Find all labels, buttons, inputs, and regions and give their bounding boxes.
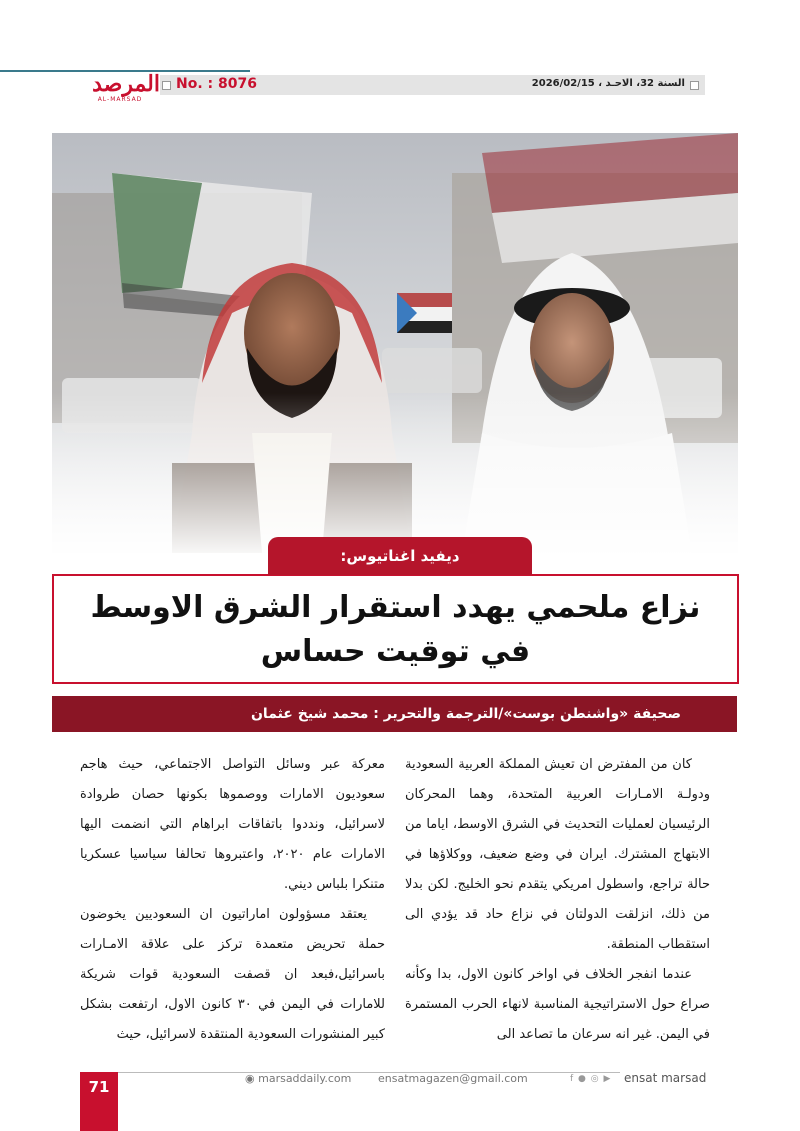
- article-column-right: [405, 750, 710, 1050]
- headline: [54, 576, 737, 674]
- article-column-left: [80, 750, 385, 1050]
- headline-line-2: في توقيت حساس: [260, 634, 531, 669]
- paragraph: معركة عبر وسائل التواصل الاجتماعي، حيث هاجم سعوديون الامارات ووصموها بكونها حصان طروادة لاسرائيل، ونددوا باتفاقات ابراهام التي انضمت اليها الامارات عام ٢٠٢٠، واعتبروها تحالفا سياسيا عسكريا متنكرا بلباس ديني.: [80, 757, 385, 892]
- social-icons[interactable]: f ● ◎ ▶: [570, 1074, 612, 1084]
- footer-website[interactable]: [245, 1072, 351, 1085]
- page-number: 71: [80, 1072, 118, 1131]
- issue-number: No. : 8076: [176, 76, 257, 92]
- publication-logo: [80, 72, 160, 106]
- website-text: marsaddaily.com: [258, 1072, 352, 1085]
- author-label: ديفيد اغناتيوس:: [268, 537, 532, 575]
- byline-text: صحيفة «واشنطن بوست»/الترجمة والتحرير : محمد شيخ عثمان: [250, 706, 681, 722]
- header-square-icon: [690, 81, 699, 90]
- headline-line-1: نزاع ملحمي يهدد استقرار الشرق الاوسط: [90, 590, 701, 625]
- issue-date: السنة 32، الاحـد ، 2026/02/15: [531, 78, 685, 89]
- hero-image: [52, 133, 738, 553]
- paragraph: يعتقد مسؤولون اماراتيون ان السعوديين يخوضون حملة تحريض متعمدة تركز على علاقة الامـارات باسرائيل،فبعد ان قصفت السعودية قوات شريكة للامارات في اليمن في ٣٠ كانون الاول، ارتفعت بشكل كبير المنشورات السعودية المنتقدة لاسرائيل، حيث: [80, 907, 385, 1042]
- paragraph: كان من المفترض ان تعيش المملكة العربية السعودية ودولـة الامـارات العربية المتحدة، وهما المحركان الرئيسيان لعمليات التحديث في الشرق الاوسط، اياما من الابتهاج المشترك. ايران في وضع ضعيف، ووكلاؤها في حالة تراجع، واسطول امريكي يتقدم نحو الخليج. لكن بدلا من ذلك، انزلقت الدولتان في نزاع حاد قد يؤدي الى استقطاب المنطقة.: [405, 757, 710, 952]
- headline-box: [52, 574, 739, 684]
- paragraph: عندما انفجر الخلاف في اواخر كانون الاول، بدا وكأنه صراع حول الاستراتيجية المناسبة لانهاء الحرب المستمرة في اليمن. غير انه سرعان ما تصاعد الى: [405, 967, 710, 1042]
- header-square-icon: [162, 81, 171, 90]
- logo-text: المرصد: [92, 71, 160, 97]
- globe-icon: ◉: [245, 1072, 259, 1085]
- byline-bar: [52, 696, 737, 732]
- footer-name: ensat marsad: [624, 1071, 707, 1085]
- logo-subtext: AL-MARSAD: [97, 96, 143, 103]
- footer-email[interactable]: ensatmagazen@gmail.com: [378, 1072, 528, 1085]
